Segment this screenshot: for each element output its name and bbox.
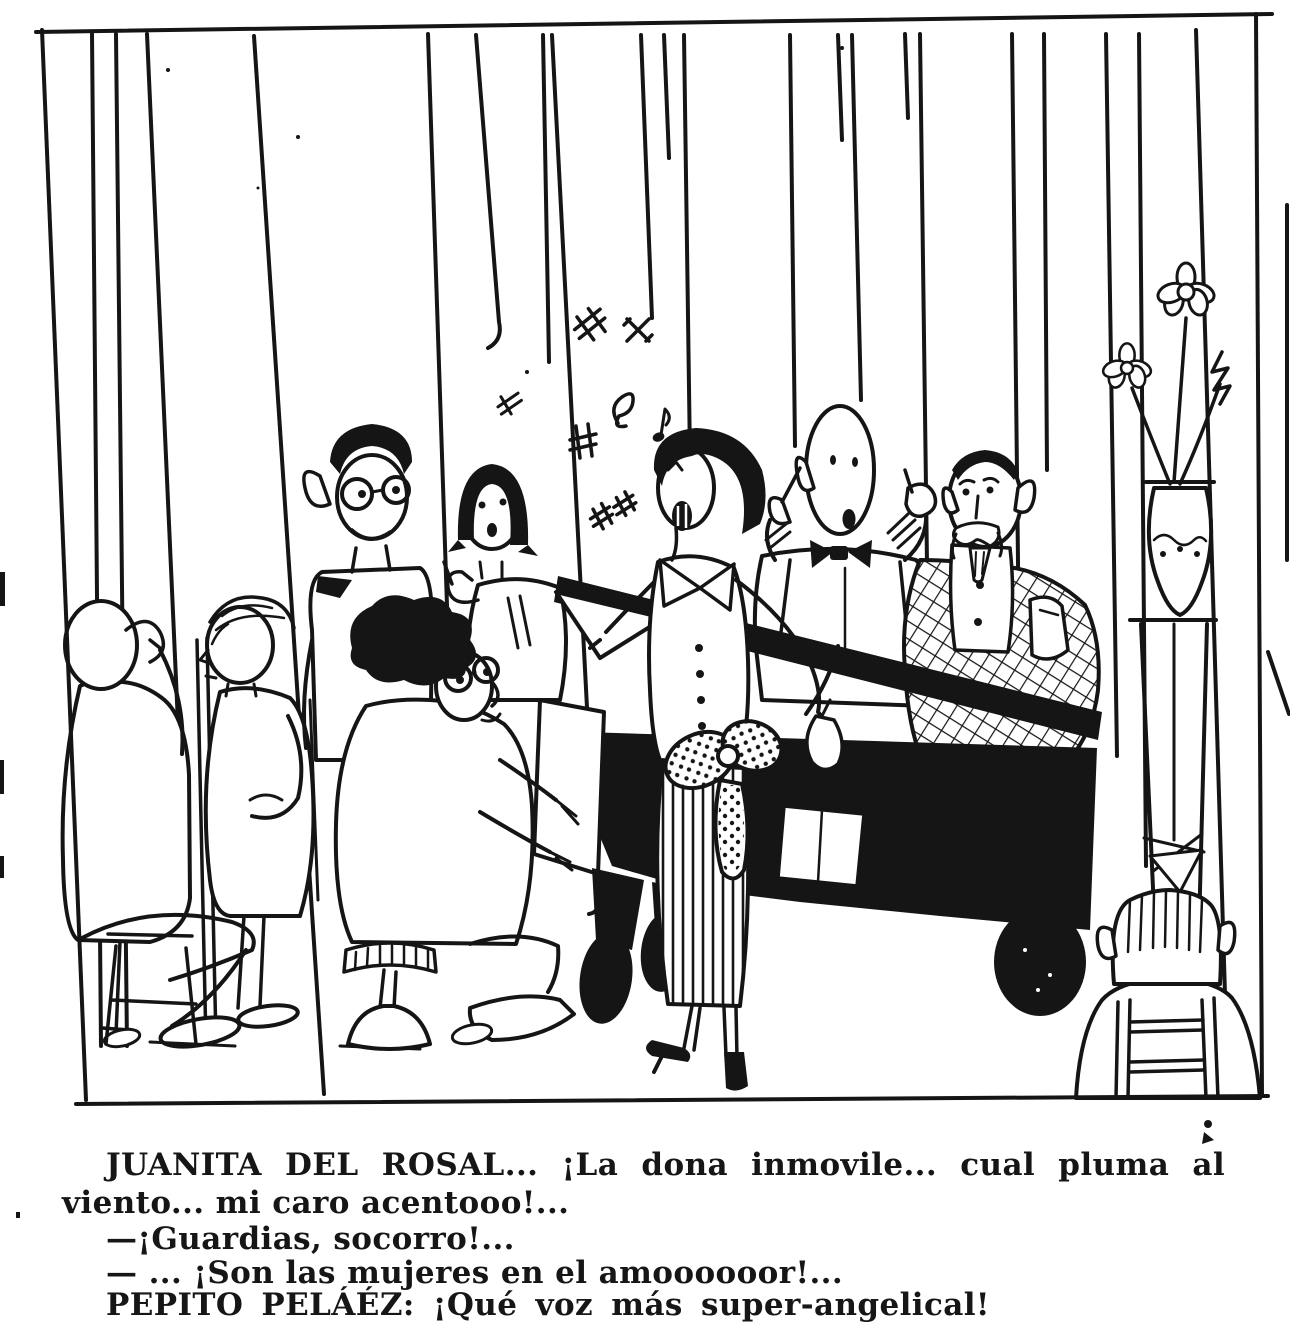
daisy-flower — [1101, 343, 1153, 389]
scan-specks — [166, 46, 844, 374]
caption-line: PEPITO PELÁÉZ: ¡Qué voz más super-angelical! — [106, 1287, 990, 1323]
caption-line: — ... ¡Son las mujeres en el amoooooor!... — [106, 1255, 844, 1291]
printers-mark — [1202, 1120, 1214, 1144]
caption-line: JUANITA DEL ROSAL... ¡La dona inmovile... cual pluma al — [106, 1147, 1226, 1183]
figure-seated-man-back — [1076, 890, 1260, 1098]
caption-line: —¡Guardias, socorro!... — [106, 1221, 515, 1257]
daisy-flower — [1155, 263, 1217, 317]
purse — [807, 716, 842, 770]
caption-line: viento... mi caro acentooo!... — [62, 1185, 570, 1221]
figure-dark-bun-head — [994, 908, 1086, 1016]
